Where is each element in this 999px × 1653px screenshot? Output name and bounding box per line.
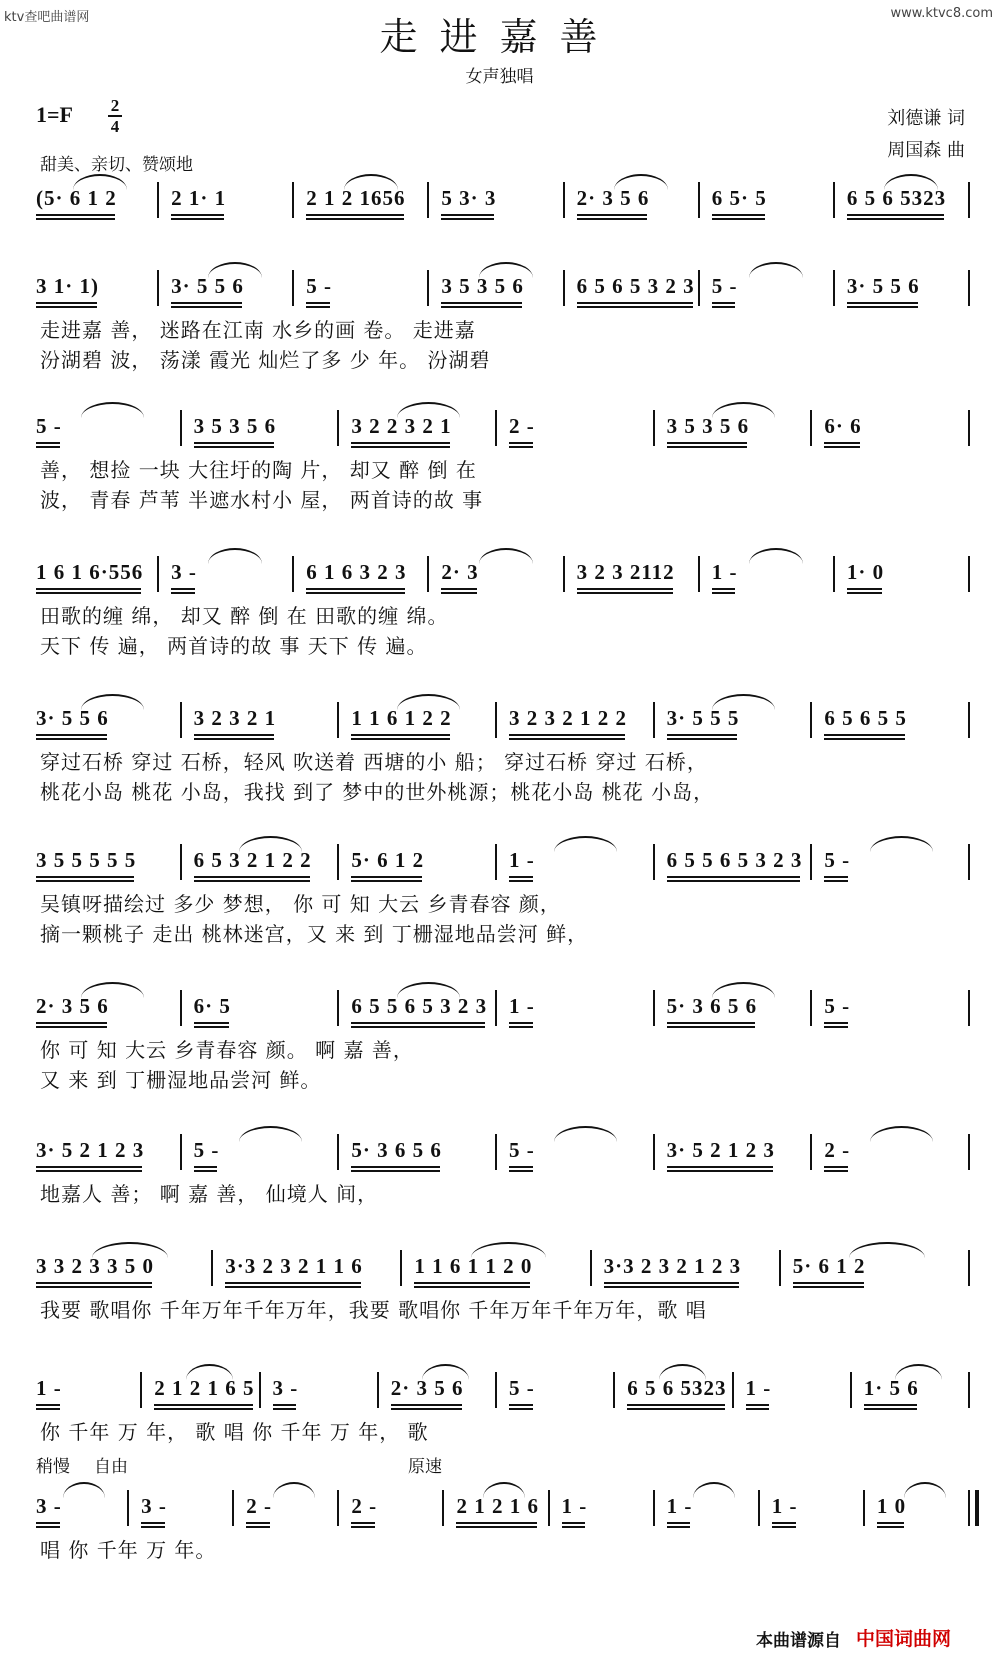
lyric-line bbox=[26, 1416, 972, 1446]
barline bbox=[863, 1490, 865, 1526]
barline bbox=[563, 556, 565, 592]
measure-notes: 1 6 1 6·556 bbox=[36, 560, 143, 594]
measure-notes: (5· 6 1 2 bbox=[36, 186, 117, 220]
barline bbox=[968, 556, 970, 592]
measure-notes: 3 3 2 3 3 5 0 bbox=[36, 1254, 154, 1288]
measure-notes: 6 5 6 5323 bbox=[627, 1376, 726, 1410]
measure-notes: 2 1 2 1 6 5 bbox=[154, 1376, 254, 1410]
lyric-line bbox=[26, 484, 972, 514]
measure-notes: 3 5 3 5 6 bbox=[194, 414, 277, 448]
score-system bbox=[26, 978, 972, 1094]
barline bbox=[495, 844, 497, 880]
score-system bbox=[26, 544, 972, 660]
lyric-text: 善， 想捡 一块 大往圩的陶 片， 却又 醉 倒 在 bbox=[40, 458, 477, 482]
measure bbox=[306, 550, 421, 594]
measure-notes: 2 1· 1 bbox=[171, 186, 226, 220]
lyric-text: 波， 青春 芦苇 半遮水村小 屋， 两首诗的故 事 bbox=[40, 488, 484, 512]
measure bbox=[225, 1244, 394, 1288]
measure-notes: 3· 5 2 1 2 3 bbox=[36, 1138, 144, 1172]
lyric-text: 地嘉人 善； 啊 嘉 善， 仙境人 间， bbox=[40, 1182, 379, 1206]
barline bbox=[211, 1250, 213, 1286]
score-system bbox=[26, 1478, 972, 1564]
barline bbox=[968, 702, 970, 738]
measure-notes: 2· 3 5 6 bbox=[36, 994, 109, 1028]
lyric-line bbox=[26, 1034, 972, 1064]
barline bbox=[968, 1372, 970, 1408]
measure bbox=[36, 550, 151, 594]
subtitle: 女声独唱 bbox=[465, 67, 534, 87]
measure-notes: 5 - bbox=[509, 1376, 535, 1410]
lyric-text: 我要 歌唱你 千年万年千年万年，我要 歌唱你 千年万年千年万年，歌 唱 bbox=[40, 1298, 707, 1322]
expression-mark: 甜美、亲切、赞颂地 bbox=[40, 155, 193, 175]
barline bbox=[427, 182, 429, 218]
measure-notes: 2 - bbox=[351, 1494, 377, 1528]
measure bbox=[667, 838, 805, 882]
measure bbox=[604, 1244, 773, 1288]
barline bbox=[833, 182, 835, 218]
measure-notes: 6 5 6 5 3 2 3 bbox=[577, 274, 695, 308]
measure-notes: 1 1 6 1 2 2 bbox=[351, 706, 451, 740]
measure-notes: 3 2 2 3 2 1 bbox=[351, 414, 451, 448]
barline bbox=[157, 270, 159, 306]
measure-notes: 6 5 3 2 1 2 2 bbox=[194, 848, 312, 882]
barline bbox=[442, 1490, 444, 1526]
composer-credit: 周国森 曲 bbox=[887, 140, 965, 161]
barline bbox=[337, 844, 339, 880]
notation-line bbox=[26, 1238, 972, 1294]
barline bbox=[968, 410, 970, 446]
barline bbox=[548, 1490, 550, 1526]
barline bbox=[653, 1134, 655, 1170]
measure bbox=[273, 1366, 371, 1410]
measure-notes: 1 - bbox=[509, 994, 535, 1028]
barline bbox=[653, 702, 655, 738]
barline bbox=[232, 1490, 234, 1526]
barline bbox=[698, 270, 700, 306]
measure-notes: 5 - bbox=[509, 1138, 535, 1172]
barline bbox=[613, 1372, 615, 1408]
lyric-text: 田歌的缠 绵， 却又 醉 倒 在 田歌的缠 绵。 bbox=[40, 604, 449, 628]
measure bbox=[36, 264, 151, 308]
barline bbox=[968, 1250, 970, 1286]
lyric-line bbox=[26, 344, 972, 374]
barline bbox=[968, 270, 970, 306]
measure-notes: 3·3 2 3 2 1 2 3 bbox=[604, 1254, 742, 1288]
barline bbox=[758, 1490, 760, 1526]
score-system bbox=[26, 832, 972, 948]
barline bbox=[427, 270, 429, 306]
barline bbox=[180, 702, 182, 738]
measure bbox=[712, 176, 827, 220]
page-title: 走进嘉善 bbox=[379, 15, 620, 59]
barline bbox=[968, 182, 970, 218]
barline bbox=[157, 182, 159, 218]
time-sig-bottom: 4 bbox=[110, 117, 120, 136]
barline bbox=[400, 1250, 402, 1286]
measure-notes: 3· 5 5 6 bbox=[36, 706, 109, 740]
measure bbox=[351, 1128, 489, 1172]
measure bbox=[194, 404, 332, 448]
barline bbox=[495, 702, 497, 738]
barline bbox=[337, 990, 339, 1026]
measure-notes: 1 - bbox=[667, 1494, 693, 1528]
measure-notes: 5 - bbox=[306, 274, 332, 308]
watermark-left: ktv查吧曲谱网 bbox=[4, 10, 90, 25]
time-sig-top: 2 bbox=[110, 96, 120, 115]
measure bbox=[194, 696, 332, 740]
notation-line bbox=[26, 544, 972, 600]
lyric-text: 天下 传 遍， 两首诗的故 事 天下 传 遍。 bbox=[40, 634, 428, 658]
time-signature bbox=[108, 96, 122, 136]
measure-notes: 1 - bbox=[712, 560, 738, 594]
barline bbox=[292, 270, 294, 306]
measure-notes: 2 - bbox=[824, 1138, 850, 1172]
measure-notes: 5 3· 3 bbox=[441, 186, 496, 220]
score-system bbox=[26, 398, 972, 514]
barline bbox=[292, 182, 294, 218]
source-site-link[interactable]: 中国词曲网 bbox=[856, 1628, 952, 1650]
measure-notes: 3· 5 5 6 bbox=[847, 274, 920, 308]
measure-notes: 5· 3 6 5 6 bbox=[351, 1138, 442, 1172]
measure-notes: 2 - bbox=[509, 414, 535, 448]
measure-notes: 3·3 2 3 2 1 1 6 bbox=[225, 1254, 363, 1288]
measure bbox=[171, 176, 286, 220]
measure bbox=[509, 984, 647, 1028]
barline bbox=[377, 1372, 379, 1408]
tempo-free: 自由 bbox=[94, 1457, 128, 1477]
barline bbox=[833, 270, 835, 306]
lyric-text: 吴镇呀描绘过 多少 梦想， 你 可 知 大云 乡青春容 颜， bbox=[40, 892, 561, 916]
barline bbox=[292, 556, 294, 592]
measure-notes: 5 - bbox=[36, 414, 62, 448]
measure bbox=[824, 984, 962, 1028]
barline bbox=[563, 270, 565, 306]
measure-notes: 6· 5 bbox=[194, 994, 231, 1028]
barline bbox=[968, 1490, 979, 1526]
measure bbox=[576, 264, 695, 308]
measure bbox=[577, 550, 692, 594]
measure-notes: 1 - bbox=[746, 1376, 772, 1410]
measure-notes: 3 - bbox=[273, 1376, 299, 1410]
measure-notes: 3· 5 5 6 bbox=[171, 274, 244, 308]
barline bbox=[968, 844, 970, 880]
barline bbox=[850, 1372, 852, 1408]
barline bbox=[563, 182, 565, 218]
barline bbox=[337, 410, 339, 446]
barline bbox=[732, 1372, 734, 1408]
measure-notes: 5 - bbox=[194, 1138, 220, 1172]
measure-notes: 1 - bbox=[772, 1494, 798, 1528]
measure-notes: 6 5 5 6 5 3 2 3 bbox=[667, 848, 803, 882]
barline bbox=[810, 1134, 812, 1170]
lyric-text: 穿过石桥 穿过 石桥，轻风 吹送着 西塘的小 船； 穿过石桥 穿过 石桥， bbox=[40, 750, 708, 774]
measure-notes: 3 1· 1) bbox=[36, 274, 99, 308]
measure-notes: 3 5 3 5 6 bbox=[441, 274, 524, 308]
measure-notes: 1 - bbox=[562, 1494, 588, 1528]
measure bbox=[36, 1366, 134, 1410]
measure bbox=[36, 1128, 174, 1172]
lyric-line bbox=[26, 1178, 972, 1208]
notation-line bbox=[26, 978, 972, 1034]
lyric-text: 汾湖碧 波， 荡漾 霞光 灿烂了多 少 年。 汾湖碧 bbox=[40, 348, 491, 372]
barline bbox=[653, 844, 655, 880]
score-system bbox=[26, 690, 972, 806]
measure-notes: 3 5 5 5 5 5 bbox=[36, 848, 136, 882]
barline bbox=[337, 702, 339, 738]
measure bbox=[562, 1484, 647, 1528]
measure-notes: 3 2 3 2112 bbox=[577, 560, 675, 594]
notation-line bbox=[26, 1360, 972, 1416]
measure-notes: 3 - bbox=[36, 1494, 62, 1528]
barline bbox=[337, 1134, 339, 1170]
lyricist-credit: 刘德谦 词 bbox=[887, 108, 965, 129]
barline bbox=[968, 1134, 970, 1170]
barline bbox=[698, 182, 700, 218]
barline bbox=[337, 1490, 339, 1526]
barline bbox=[140, 1372, 142, 1408]
measure bbox=[824, 696, 962, 740]
measure-notes: 1 - bbox=[36, 1376, 62, 1410]
measure-notes: 3 - bbox=[141, 1494, 167, 1528]
lyric-text: 你 可 知 大云 乡青春容 颜。 啊 嘉 善， bbox=[40, 1038, 414, 1062]
lyric-line bbox=[26, 1534, 972, 1564]
barline bbox=[653, 990, 655, 1026]
measure-notes: 6 1 6 3 2 3 bbox=[306, 560, 406, 594]
score-system bbox=[26, 1122, 972, 1208]
lyric-text: 你 千年 万 年， 歌 唱 你 千年 万 年， 歌 bbox=[40, 1420, 429, 1444]
measure-notes: 2· 3 bbox=[441, 560, 478, 594]
notation-line bbox=[26, 832, 972, 888]
score-system bbox=[26, 258, 972, 374]
measure bbox=[509, 404, 647, 448]
lyric-line bbox=[26, 746, 972, 776]
barline bbox=[810, 844, 812, 880]
measure-notes: 5· 3 6 5 6 bbox=[667, 994, 758, 1028]
measure bbox=[141, 1484, 226, 1528]
lyric-line bbox=[26, 314, 972, 344]
measure bbox=[772, 1484, 857, 1528]
measure bbox=[306, 264, 421, 308]
barline bbox=[495, 990, 497, 1026]
notation-line bbox=[26, 1478, 972, 1534]
lyric-line bbox=[26, 776, 972, 806]
measure-notes: 5· 6 1 2 bbox=[793, 1254, 866, 1288]
measure-notes: 2 - bbox=[246, 1494, 272, 1528]
score-system bbox=[26, 1360, 972, 1446]
measure-notes: 3 2 3 2 1 bbox=[194, 706, 277, 740]
measure-notes: 3 2 3 2 1 2 2 bbox=[509, 706, 627, 740]
measure bbox=[509, 1366, 607, 1410]
barline bbox=[968, 990, 970, 1026]
watermark-right: www.ktvc8.com bbox=[890, 6, 993, 21]
barline bbox=[653, 1490, 655, 1526]
measure-notes: 3· 5 5 5 bbox=[667, 706, 740, 740]
barline bbox=[810, 990, 812, 1026]
measure-notes: 2· 3 5 6 bbox=[391, 1376, 464, 1410]
barline bbox=[127, 1490, 129, 1526]
notation-line bbox=[26, 398, 972, 454]
lyric-text: 又 来 到 丁栅湿地品尝河 鲜。 bbox=[40, 1068, 322, 1092]
lyric-line bbox=[26, 1294, 972, 1324]
measure bbox=[847, 550, 962, 594]
score-system bbox=[26, 170, 972, 226]
lyric-line bbox=[26, 454, 972, 484]
barline bbox=[810, 410, 812, 446]
measure-notes: 3· 5 2 1 2 3 bbox=[667, 1138, 775, 1172]
barline bbox=[427, 556, 429, 592]
lyric-line bbox=[26, 888, 972, 918]
measure-notes: 6 5 5 6 5 3 2 3 bbox=[351, 994, 487, 1028]
measure bbox=[441, 176, 556, 220]
barline bbox=[590, 1250, 592, 1286]
lyric-line bbox=[26, 1064, 972, 1094]
key-signature: 1=F bbox=[36, 102, 73, 127]
notation-line bbox=[26, 1122, 972, 1178]
barline bbox=[495, 410, 497, 446]
lyric-text: 桃花小岛 桃花 小岛，我找 到了 梦中的世外桃源；桃花小岛 桃花 小岛， bbox=[40, 780, 715, 804]
measure-notes: 1 - bbox=[509, 848, 535, 882]
measure-notes: 6· 6 bbox=[824, 414, 861, 448]
measure bbox=[36, 838, 174, 882]
measure-notes: 5 - bbox=[824, 848, 850, 882]
measure-notes: 1· 0 bbox=[847, 560, 884, 594]
measure-notes: 1 1 6 1 1 2 0 bbox=[414, 1254, 532, 1288]
measure-notes: 5· 6 1 2 bbox=[351, 848, 424, 882]
barline bbox=[653, 410, 655, 446]
measure-notes: 2 1 2 1 6 bbox=[456, 1494, 539, 1528]
measure bbox=[746, 1366, 844, 1410]
lyric-line bbox=[26, 600, 972, 630]
barline bbox=[833, 556, 835, 592]
measure-notes: 3 - bbox=[171, 560, 197, 594]
measure-notes: 6 5 6 5323 bbox=[847, 186, 946, 220]
measure bbox=[847, 264, 962, 308]
lyric-text: 摘一颗桃子 走出 桃林迷宫，又 来 到 丁栅湿地品尝河 鲜， bbox=[40, 922, 589, 946]
barline bbox=[157, 556, 159, 592]
lyric-line bbox=[26, 630, 972, 660]
barline bbox=[698, 556, 700, 592]
measure-notes: 6 5 6 5 5 bbox=[824, 706, 907, 740]
measure-notes: 1 0 bbox=[877, 1494, 906, 1528]
lyric-text: 唱 你 千年 万 年。 bbox=[40, 1538, 217, 1562]
measure bbox=[667, 1128, 805, 1172]
notation-line bbox=[26, 258, 972, 314]
measure-notes: 2· 3 5 6 bbox=[577, 186, 650, 220]
barline bbox=[810, 702, 812, 738]
source-label: 本曲谱源自 bbox=[756, 1631, 841, 1651]
notation-line bbox=[26, 170, 972, 226]
measure bbox=[509, 696, 647, 740]
lyric-line bbox=[26, 918, 972, 948]
barline bbox=[259, 1372, 261, 1408]
measure bbox=[194, 984, 332, 1028]
measure-notes: 5 - bbox=[712, 274, 738, 308]
tempo-slow: 稍慢 bbox=[36, 1457, 70, 1477]
measure-notes: 2 1 2 1656 bbox=[306, 186, 405, 220]
barline bbox=[180, 410, 182, 446]
barline bbox=[180, 1134, 182, 1170]
measure-notes: 1· 5 6 bbox=[864, 1376, 919, 1410]
tempo-original: 原速 bbox=[408, 1457, 442, 1477]
measure-notes: 5 - bbox=[824, 994, 850, 1028]
barline bbox=[495, 1372, 497, 1408]
barline bbox=[779, 1250, 781, 1286]
barline bbox=[495, 1134, 497, 1170]
measure-notes: 3 5 3 5 6 bbox=[667, 414, 750, 448]
barline bbox=[180, 990, 182, 1026]
lyric-text: 走进嘉 善， 迷路在江南 水乡的画 卷。 走进嘉 bbox=[40, 318, 476, 342]
barline bbox=[180, 844, 182, 880]
notation-line bbox=[26, 690, 972, 746]
measure bbox=[824, 404, 962, 448]
score-system bbox=[26, 1238, 972, 1324]
measure bbox=[351, 838, 489, 882]
measure bbox=[351, 1484, 436, 1528]
measure-notes: 6 5· 5 bbox=[712, 186, 767, 220]
